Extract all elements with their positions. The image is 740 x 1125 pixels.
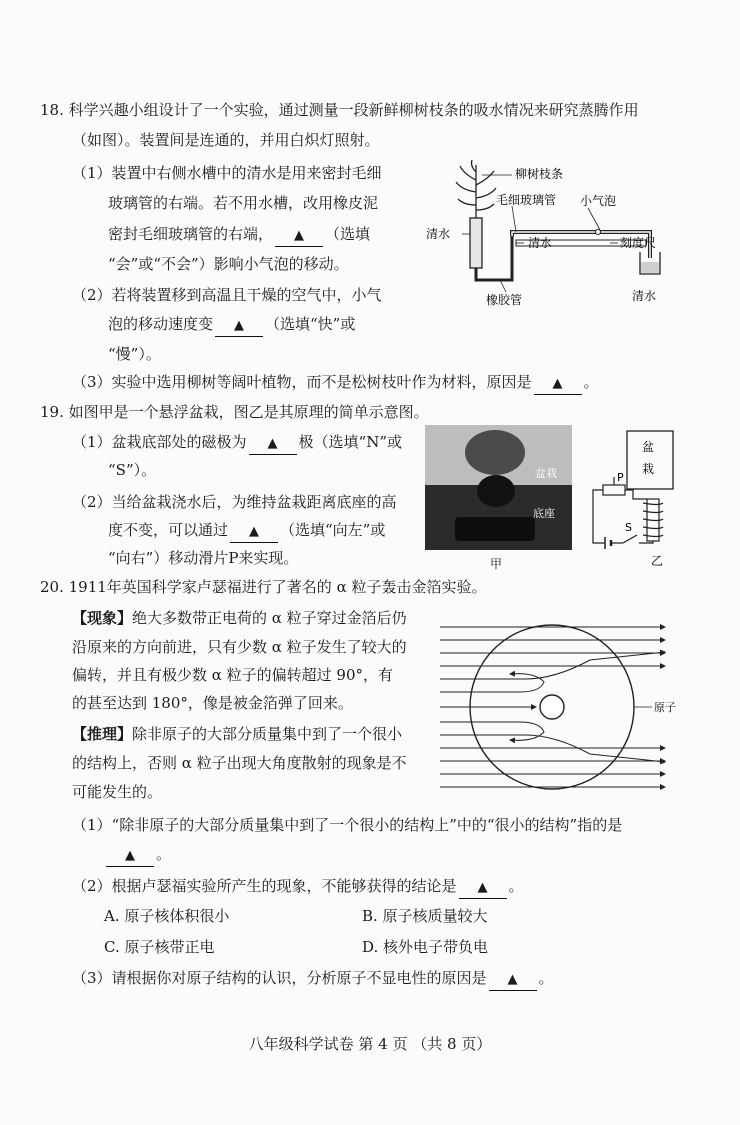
q20-part2-end: 。 xyxy=(508,877,524,895)
label-s: S xyxy=(625,521,632,534)
q19-part2-text: 度不变，可以通过 xyxy=(108,521,229,539)
page-footer: 八年级科学试卷 第 4 页 （共 8 页） xyxy=(248,1035,492,1053)
q19-part2-line1: （2）当给盆栽浇水后，为维持盆栽距离底座的高 xyxy=(72,493,397,511)
label-water-right: 清水 xyxy=(632,289,657,303)
option-d[interactable]: D. 核外电子带负电 xyxy=(362,938,489,956)
plant-leaves xyxy=(465,430,525,475)
q19-part1-hint: 极（选填“N”或 xyxy=(298,433,403,451)
q20-inference-line3: 可能发生的。 xyxy=(72,783,163,801)
q18-part1-line4: “会”或“不会”）影响小气泡的移动。 xyxy=(108,255,349,273)
q19-part2-line2 xyxy=(108,520,385,543)
q19-part1-text: （1）盆栽底部处的磁极为 xyxy=(72,433,247,451)
rheostat xyxy=(603,485,625,495)
switch-s[interactable] xyxy=(623,535,637,543)
inference-text: 除非原子的大部分质量集中到了一个很小 xyxy=(132,725,403,743)
q18-part1-line2: 玻璃管的右端。若不用水槽，改用橡皮泥 xyxy=(108,194,379,212)
label-p: P xyxy=(617,471,624,484)
option-c[interactable]: C. 原子核带正电 xyxy=(104,938,215,956)
answer-blank[interactable] xyxy=(275,224,323,247)
levitation-circuit-diagram xyxy=(585,425,695,570)
triangle-mark: ▲ xyxy=(267,436,278,451)
label-air-bubble: 小气泡 xyxy=(580,194,617,208)
answer-blank[interactable] xyxy=(106,844,154,867)
q20-part1-line1: （1）“除非原子的大部分质量集中到了一个很小的结构上”中的“很小的结构”指的是 xyxy=(72,816,623,834)
triangle-mark: ▲ xyxy=(477,880,488,895)
triangle-mark: ▲ xyxy=(234,318,245,333)
q18-stem-line2: （如图）。装置间是连通的，并用白炽灯照射。 xyxy=(72,131,380,149)
q20-part3 xyxy=(72,968,554,991)
q18-part1-line3 xyxy=(108,224,370,247)
label-rubber-tube: 橡胶管 xyxy=(486,293,523,307)
q18-stem-line1: 18. 科学兴趣小组设计了一个实验，通过测量一段新鲜柳树枝条的吸水情况来研究蒸腾作用 xyxy=(40,101,639,119)
answer-blank[interactable] xyxy=(230,520,278,543)
option-b[interactable]: B. 原子核质量较大 xyxy=(362,907,488,925)
q18-part2-line2 xyxy=(108,314,355,337)
magnetic-base xyxy=(455,517,535,541)
air-bubble xyxy=(596,230,601,235)
q19-stem: 19. 如图甲是一个悬浮盆栽，图乙是其原理的简单示意图。 xyxy=(40,403,429,421)
q18-part3-end: 。 xyxy=(583,373,599,391)
q20-part1-line2 xyxy=(104,844,171,867)
q20-phenomenon-line2: 沿原来的方向前进，只有少数 α 粒子发生了较大的 xyxy=(72,638,407,656)
photo-caption-jia: 甲 xyxy=(490,557,503,571)
label-willow-branch: 柳树枝条 xyxy=(515,167,564,181)
triangle-mark: ▲ xyxy=(552,376,563,391)
q18-part1-line1: （1）装置中右侧水槽中的清水是用来密封毛细 xyxy=(72,164,382,182)
q20-phenomenon-line4: 的甚至达到 180°，像是被金箔弹了回来。 xyxy=(72,694,353,712)
triangle-mark: ▲ xyxy=(249,524,260,539)
q19-part2-hint: （选填“向左”或 xyxy=(280,521,386,539)
q20-part3-end: 。 xyxy=(538,969,554,987)
q18-part1-text: 密封毛细玻璃管的右端， xyxy=(108,225,274,243)
floating-bonsai-photo xyxy=(425,425,572,550)
q20-stem: 20. 1911年英国科学家卢瑟福进行了著名的 α 粒子轰击金箔实验。 xyxy=(40,578,487,596)
nucleus xyxy=(540,695,564,719)
water-fill xyxy=(641,262,659,273)
q19-part2-line3: “向右”）移动滑片P来实现。 xyxy=(108,549,299,567)
q18-part2-line3: “慢”）。 xyxy=(108,345,161,363)
answer-blank[interactable] xyxy=(534,372,582,395)
transpiration-apparatus-diagram xyxy=(420,160,690,310)
left-water-tube xyxy=(470,218,482,268)
q20-part1-end: 。 xyxy=(156,845,172,863)
photo-label-base: 底座 xyxy=(533,507,555,520)
q18-part2-line1: （2）若将装置移到高温且干燥的空气中，小气 xyxy=(72,286,382,304)
q20-part3-text: （3）请根据你对原子结构的认识，分析原子不显电性的原因是 xyxy=(72,969,487,987)
circuit-caption-yi: 乙 xyxy=(651,554,664,568)
q20-inference-line1 xyxy=(72,724,402,744)
q19-part1-line1 xyxy=(72,432,402,455)
q20-phenomenon-line1 xyxy=(72,608,407,628)
label-atom: 原子 xyxy=(654,701,676,714)
q20-phenomenon-line3: 偏转，并且有极少数 α 粒子的偏转超过 90°，有 xyxy=(72,666,394,684)
q18-part1-hint: （选填 xyxy=(325,225,371,243)
alpha-scattering-diagram xyxy=(440,612,710,802)
triangle-mark: ▲ xyxy=(125,848,135,863)
q18-part3 xyxy=(72,372,599,395)
answer-blank[interactable] xyxy=(215,314,263,337)
label-capillary-tube: 毛细玻璃管 xyxy=(496,193,557,207)
answer-blank[interactable] xyxy=(489,968,537,991)
triangle-mark: ▲ xyxy=(294,228,305,243)
option-a[interactable]: A. 原子核体积很小 xyxy=(104,907,230,925)
circuit-label-pot-1: 盆 xyxy=(642,440,655,454)
phenomenon-text: 绝大多数带正电荷的 α 粒子穿过金箔后仍 xyxy=(132,609,407,627)
pot-sphere xyxy=(477,475,515,507)
q18-part2-text: 泡的移动速度变 xyxy=(108,315,214,333)
willow-branch-drawing xyxy=(456,160,496,220)
q20-part2-text: （2）根据卢瑟福实验所产生的现象，不能够获得的结论是 xyxy=(72,877,457,895)
q18-part2-hint: （选填“快”或 xyxy=(265,315,356,333)
triangle-mark: ▲ xyxy=(507,972,518,987)
answer-blank[interactable] xyxy=(249,432,297,455)
q20-part2 xyxy=(72,876,524,899)
answer-blank[interactable] xyxy=(459,876,507,899)
label-water-middle: 清水 xyxy=(528,236,553,250)
electromagnet-coil xyxy=(643,499,663,541)
photo-label-pot: 盆栽 xyxy=(535,467,557,480)
label-ruler: 刻度尺 xyxy=(620,236,657,250)
q19-part1-line2: “S”）。 xyxy=(108,461,157,479)
q20-inference-line2: 的结构上，否则 α 粒子出现大角度散射的现象是不 xyxy=(72,754,407,772)
q18-part3-text: （3）实验中选用柳树等阔叶植物，而不是松树枝叶作为材料，原因是 xyxy=(72,373,532,391)
label-water-left: 清水 xyxy=(426,227,451,241)
phenomenon-tag: 【现象】 xyxy=(72,609,133,627)
circuit-label-pot-2: 栽 xyxy=(642,462,655,476)
inference-tag: 【推理】 xyxy=(72,725,133,743)
